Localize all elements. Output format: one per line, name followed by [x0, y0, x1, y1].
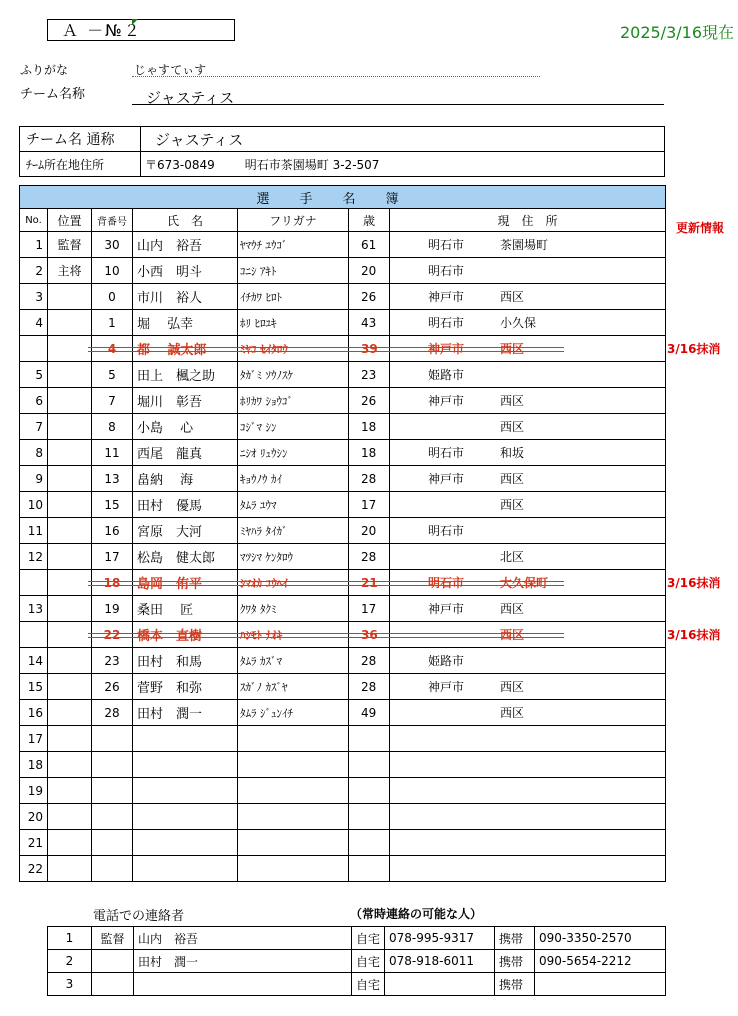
row-address [390, 648, 666, 674]
table-row [20, 830, 666, 856]
row-position [48, 648, 92, 674]
row-address [390, 752, 666, 778]
contact-name: 田村 潤一 [134, 950, 352, 973]
table-row [20, 648, 666, 674]
row-kana: ﾐﾔｺ ｾｲﾀﾛｳ [238, 336, 349, 362]
contact-role: 監督 [92, 927, 134, 950]
row-number: 5 [92, 362, 133, 388]
contact-name: 山内 裕吾 [134, 927, 352, 950]
document-number: Ａ －№２ [62, 21, 142, 40]
row-city: 神戸市 [428, 680, 465, 694]
row-kana [238, 778, 349, 804]
strike-through-line [88, 347, 564, 352]
row-position [48, 544, 92, 570]
row-name [133, 830, 238, 856]
row-city: 姫路市 [428, 654, 465, 668]
team-info-table [19, 126, 665, 177]
furigana-underline [132, 76, 540, 77]
row-no: 20 [20, 804, 48, 830]
mobile-label: 携帯 [495, 927, 535, 950]
mobile-phone [535, 973, 666, 996]
address-label: ﾁｰﾑ所在地住所 [20, 152, 141, 177]
row-address [390, 856, 666, 882]
row-number: 16 [92, 518, 133, 544]
row-name [133, 726, 238, 752]
row-position [48, 440, 92, 466]
row-age: 17 [349, 492, 390, 518]
mobile-label: 携帯 [495, 950, 535, 973]
row-name: 宮原 大河 [133, 518, 238, 544]
row-number: 18 [92, 570, 133, 596]
row-city: 明石市 [428, 264, 465, 278]
row-city: 姫路市 [428, 368, 465, 382]
row-no: 3 [20, 284, 48, 310]
table-row [20, 544, 666, 570]
row-number [92, 752, 133, 778]
row-position [48, 726, 92, 752]
contact-note: （常時連絡の可能な人） [350, 907, 483, 921]
table-row [20, 518, 666, 544]
row-name: 松島 健太郎 [133, 544, 238, 570]
row-number: 26 [92, 674, 133, 700]
row-position [48, 518, 92, 544]
row-no: 4 [20, 310, 48, 336]
row-position [48, 310, 92, 336]
table-row [20, 362, 666, 388]
row-age: 36 [349, 622, 390, 648]
contacts-table [47, 926, 666, 996]
row-city: 神戸市 [428, 602, 465, 616]
row-name: 都 誠太郎 [133, 336, 238, 362]
row-address [390, 518, 666, 544]
row-no [20, 622, 48, 648]
row-area: 西区 [500, 628, 525, 642]
row-city: 明石市 [428, 238, 465, 252]
row-number: 13 [92, 466, 133, 492]
row-area: 西区 [500, 290, 525, 304]
row-address [390, 362, 666, 388]
row-kana [238, 830, 349, 856]
home-label: 自宅 [352, 950, 385, 973]
row-kana: ﾀﾑﾗ ﾕｳﾏ [238, 492, 349, 518]
row-area: 西区 [500, 706, 525, 720]
row-kana: ﾊｼﾓﾄ ﾅｵｷ [238, 622, 349, 648]
col-number: 背番号 [92, 209, 133, 232]
row-name [133, 804, 238, 830]
row-city: 明石市 [428, 524, 465, 538]
deletion-note: 3/16抹消 [667, 342, 721, 356]
row-address [390, 830, 666, 856]
strike-through-line [88, 581, 564, 586]
row-age: 61 [349, 232, 390, 258]
row-age: 17 [349, 596, 390, 622]
row-address [390, 388, 666, 414]
row-age [349, 856, 390, 882]
row-name: 山内 裕吾 [133, 232, 238, 258]
row-age: 28 [349, 674, 390, 700]
row-no: 8 [20, 440, 48, 466]
contact-no: 2 [48, 950, 92, 973]
table-row [20, 310, 666, 336]
row-area: 北区 [500, 550, 525, 564]
row-no: 6 [20, 388, 48, 414]
row-number: 17 [92, 544, 133, 570]
row-position [48, 388, 92, 414]
table-row [20, 388, 666, 414]
row-address [390, 804, 666, 830]
row-kana: ﾆｼｵ ﾘｭｳｼﾝ [238, 440, 349, 466]
home-label: 自宅 [352, 927, 385, 950]
row-number: 10 [92, 258, 133, 284]
table-row [20, 856, 666, 882]
row-no: 16 [20, 700, 48, 726]
row-city: 明石市 [428, 576, 465, 590]
col-kana: フリガナ [238, 209, 349, 232]
row-age: 26 [349, 388, 390, 414]
team-name-value: ジャスティス [146, 89, 235, 107]
row-name: 桑田 匠 [133, 596, 238, 622]
update-info-label: 更新情報 [676, 221, 725, 235]
row-kana: ｺﾆｼ ｱｷﾄ [238, 258, 349, 284]
table-row [20, 674, 666, 700]
row-kana: ﾀﾑﾗ ｶｽﾞﾏ [238, 648, 349, 674]
address-cell [141, 152, 665, 177]
row-number [92, 830, 133, 856]
row-number: 11 [92, 440, 133, 466]
row-area: 大久保町 [500, 576, 549, 590]
row-name [133, 856, 238, 882]
row-name: 橋本 直樹 [133, 622, 238, 648]
row-kana: ｲﾁｶﾜ ﾋﾛﾄ [238, 284, 349, 310]
row-position [48, 492, 92, 518]
row-name: 堀 弘幸 [133, 310, 238, 336]
row-no: 19 [20, 778, 48, 804]
row-kana: ﾏﾂｼﾏ ｹﾝﾀﾛｳ [238, 544, 349, 570]
nickname-value: ジャスティス [141, 127, 665, 152]
table-row [20, 414, 666, 440]
row-no: 7 [20, 414, 48, 440]
row-kana: ｷｮｳﾉｳ ｶｲ [238, 466, 349, 492]
row-kana: ｸﾜﾀ ﾀｸﾐ [238, 596, 349, 622]
row-kana: ﾎﾘｶﾜ ｼｮｳｺﾞ [238, 388, 349, 414]
row-age: 20 [349, 518, 390, 544]
row-no: 1 [20, 232, 48, 258]
deletion-note: 3/16抹消 [667, 628, 721, 642]
row-kana [238, 752, 349, 778]
row-age: 18 [349, 440, 390, 466]
row-number: 30 [92, 232, 133, 258]
row-no: 11 [20, 518, 48, 544]
table-row [20, 440, 666, 466]
home-label: 自宅 [352, 973, 385, 996]
row-no: 12 [20, 544, 48, 570]
row-city: 神戸市 [428, 472, 465, 486]
row-name: 田村 和馬 [133, 648, 238, 674]
row-area: 西区 [500, 680, 525, 694]
row-name: 畠納 海 [133, 466, 238, 492]
row-age: 23 [349, 362, 390, 388]
row-number: 7 [92, 388, 133, 414]
deletion-note: 3/16抹消 [667, 576, 721, 590]
row-city: 神戸市 [428, 394, 465, 408]
row-no: 10 [20, 492, 48, 518]
col-name: 氏 名 [133, 209, 238, 232]
row-position: 主将 [48, 258, 92, 284]
roster-header-row [20, 209, 666, 232]
row-age [349, 726, 390, 752]
row-position [48, 596, 92, 622]
team-name-label: チーム名称 [20, 87, 86, 102]
row-number: 1 [92, 310, 133, 336]
row-position [48, 856, 92, 882]
row-number: 22 [92, 622, 133, 648]
table-row [20, 804, 666, 830]
contact-role [92, 973, 134, 996]
contact-row [48, 973, 666, 996]
row-number [92, 804, 133, 830]
team-name-underline [132, 104, 664, 105]
row-area: 西区 [500, 602, 525, 616]
contact-no: 3 [48, 973, 92, 996]
row-number: 19 [92, 596, 133, 622]
table-row [20, 284, 666, 310]
row-age: 43 [349, 310, 390, 336]
table-row [20, 596, 666, 622]
row-kana: ﾎﾘ ﾋﾛﾕｷ [238, 310, 349, 336]
row-no: 17 [20, 726, 48, 752]
row-address [390, 440, 666, 466]
row-no: 15 [20, 674, 48, 700]
row-no: 5 [20, 362, 48, 388]
row-address [390, 778, 666, 804]
row-address [390, 700, 666, 726]
corner-marker-icon [132, 19, 138, 25]
as-of-date: 2025/3/16現在 [619, 23, 734, 42]
row-area: 茶園場町 [500, 238, 549, 252]
row-kana [238, 726, 349, 752]
row-no [20, 570, 48, 596]
row-age: 49 [349, 700, 390, 726]
table-row [20, 700, 666, 726]
table-row [20, 258, 666, 284]
row-city: 神戸市 [428, 290, 465, 304]
row-name: 島岡 侑平 [133, 570, 238, 596]
row-name: 田村 優馬 [133, 492, 238, 518]
row-age: 28 [349, 544, 390, 570]
row-address [390, 232, 666, 258]
row-city: 明石市 [428, 446, 465, 460]
row-age: 21 [349, 570, 390, 596]
row-kana: ﾐﾔﾊﾗ ﾀｲｶﾞ [238, 518, 349, 544]
row-name [133, 778, 238, 804]
row-number: 28 [92, 700, 133, 726]
row-no: 14 [20, 648, 48, 674]
row-age: 28 [349, 648, 390, 674]
mobile-phone: 090-5654-2212 [535, 950, 666, 973]
row-age [349, 830, 390, 856]
row-position [48, 336, 92, 362]
contact-row [48, 927, 666, 950]
row-area: 西区 [500, 394, 525, 408]
row-position [48, 284, 92, 310]
row-position [48, 466, 92, 492]
row-position [48, 414, 92, 440]
row-age [349, 778, 390, 804]
strike-through-line [88, 633, 564, 638]
row-position: 監督 [48, 232, 92, 258]
row-number [92, 856, 133, 882]
row-position [48, 804, 92, 830]
row-age [349, 752, 390, 778]
row-number: 15 [92, 492, 133, 518]
contact-name [134, 973, 352, 996]
row-no: 9 [20, 466, 48, 492]
row-no [20, 336, 48, 362]
contact-label: 電話での連絡者 [93, 909, 185, 924]
row-address [390, 492, 666, 518]
row-name: 堀川 彰吾 [133, 388, 238, 414]
table-row [20, 726, 666, 752]
col-age: 歳 [349, 209, 390, 232]
row-no: 21 [20, 830, 48, 856]
row-number: 4 [92, 336, 133, 362]
furigana-label: ふりがな [20, 63, 69, 77]
row-area: 和坂 [500, 446, 525, 460]
row-name: 田上 楓之助 [133, 362, 238, 388]
row-position [48, 752, 92, 778]
row-position [48, 700, 92, 726]
mobile-phone: 090-3350-2570 [535, 927, 666, 950]
home-phone [385, 973, 495, 996]
row-address [390, 310, 666, 336]
row-position [48, 362, 92, 388]
row-kana: ﾔﾏｳﾁ ﾕｳｺﾞ [238, 232, 349, 258]
row-city: 明石市 [428, 316, 465, 330]
home-phone: 078-918-6011 [385, 950, 495, 973]
row-name: 市川 裕人 [133, 284, 238, 310]
row-name: 田村 潤一 [133, 700, 238, 726]
contact-role [92, 950, 134, 973]
table-row [20, 492, 666, 518]
row-kana: ｽｶﾞﾉ ｶｽﾞﾔ [238, 674, 349, 700]
row-address [390, 466, 666, 492]
home-phone: 078-995-9317 [385, 927, 495, 950]
contact-row [48, 950, 666, 973]
nickname-label: チーム名 通称 [20, 127, 141, 152]
row-kana: ｼﾏｵｶ ﾕｳﾍｲ [238, 570, 349, 596]
row-kana [238, 804, 349, 830]
row-city: 神戸市 [428, 342, 465, 356]
row-age: 18 [349, 414, 390, 440]
row-position [48, 830, 92, 856]
col-position: 位置 [48, 209, 92, 232]
row-address [390, 674, 666, 700]
table-row [20, 232, 666, 258]
row-address [390, 258, 666, 284]
row-position [48, 622, 92, 648]
row-kana: ｺｼﾞﾏ ｼﾝ [238, 414, 349, 440]
mobile-label: 携帯 [495, 973, 535, 996]
row-name: 西尾 龍真 [133, 440, 238, 466]
row-area: 西区 [500, 342, 525, 356]
row-position [48, 674, 92, 700]
table-row [20, 752, 666, 778]
row-no: 18 [20, 752, 48, 778]
row-address [390, 596, 666, 622]
table-row [20, 778, 666, 804]
document-number-box [47, 19, 235, 41]
row-no: 22 [20, 856, 48, 882]
row-age: 26 [349, 284, 390, 310]
contact-no: 1 [48, 927, 92, 950]
address-value: 明石市茶園場町 3-2-507 [244, 157, 380, 172]
row-area: 西区 [500, 472, 525, 486]
row-number: 0 [92, 284, 133, 310]
row-name: 小西 明斗 [133, 258, 238, 284]
row-no: 13 [20, 596, 48, 622]
col-no: No. [20, 209, 48, 232]
row-no: 2 [20, 258, 48, 284]
row-name: 菅野 和弥 [133, 674, 238, 700]
row-position [48, 570, 92, 596]
row-address [390, 284, 666, 310]
row-age [349, 804, 390, 830]
row-number: 23 [92, 648, 133, 674]
row-number: 8 [92, 414, 133, 440]
row-area: 小久保 [500, 316, 537, 330]
row-address [390, 414, 666, 440]
table-row [20, 466, 666, 492]
row-age: 39 [349, 336, 390, 362]
row-kana [238, 856, 349, 882]
postal-code: 〒673-0849 [145, 157, 215, 172]
row-number [92, 778, 133, 804]
row-area: 西区 [500, 420, 525, 434]
furigana-value: じゃすてぃす [134, 63, 207, 77]
row-kana: ﾀｶﾞﾐ ｿｳﾉｽｹ [238, 362, 349, 388]
row-name [133, 752, 238, 778]
roster-title: 選手名簿 [20, 186, 666, 209]
row-kana: ﾀﾑﾗ ｼﾞｭﾝｲﾁ [238, 700, 349, 726]
col-address: 現 住 所 [390, 209, 666, 232]
roster-table [19, 185, 666, 882]
row-position [48, 778, 92, 804]
row-age: 28 [349, 466, 390, 492]
row-number [92, 726, 133, 752]
row-age: 20 [349, 258, 390, 284]
row-area: 西区 [500, 498, 525, 512]
row-name: 小島 心 [133, 414, 238, 440]
row-address [390, 726, 666, 752]
row-address [390, 544, 666, 570]
